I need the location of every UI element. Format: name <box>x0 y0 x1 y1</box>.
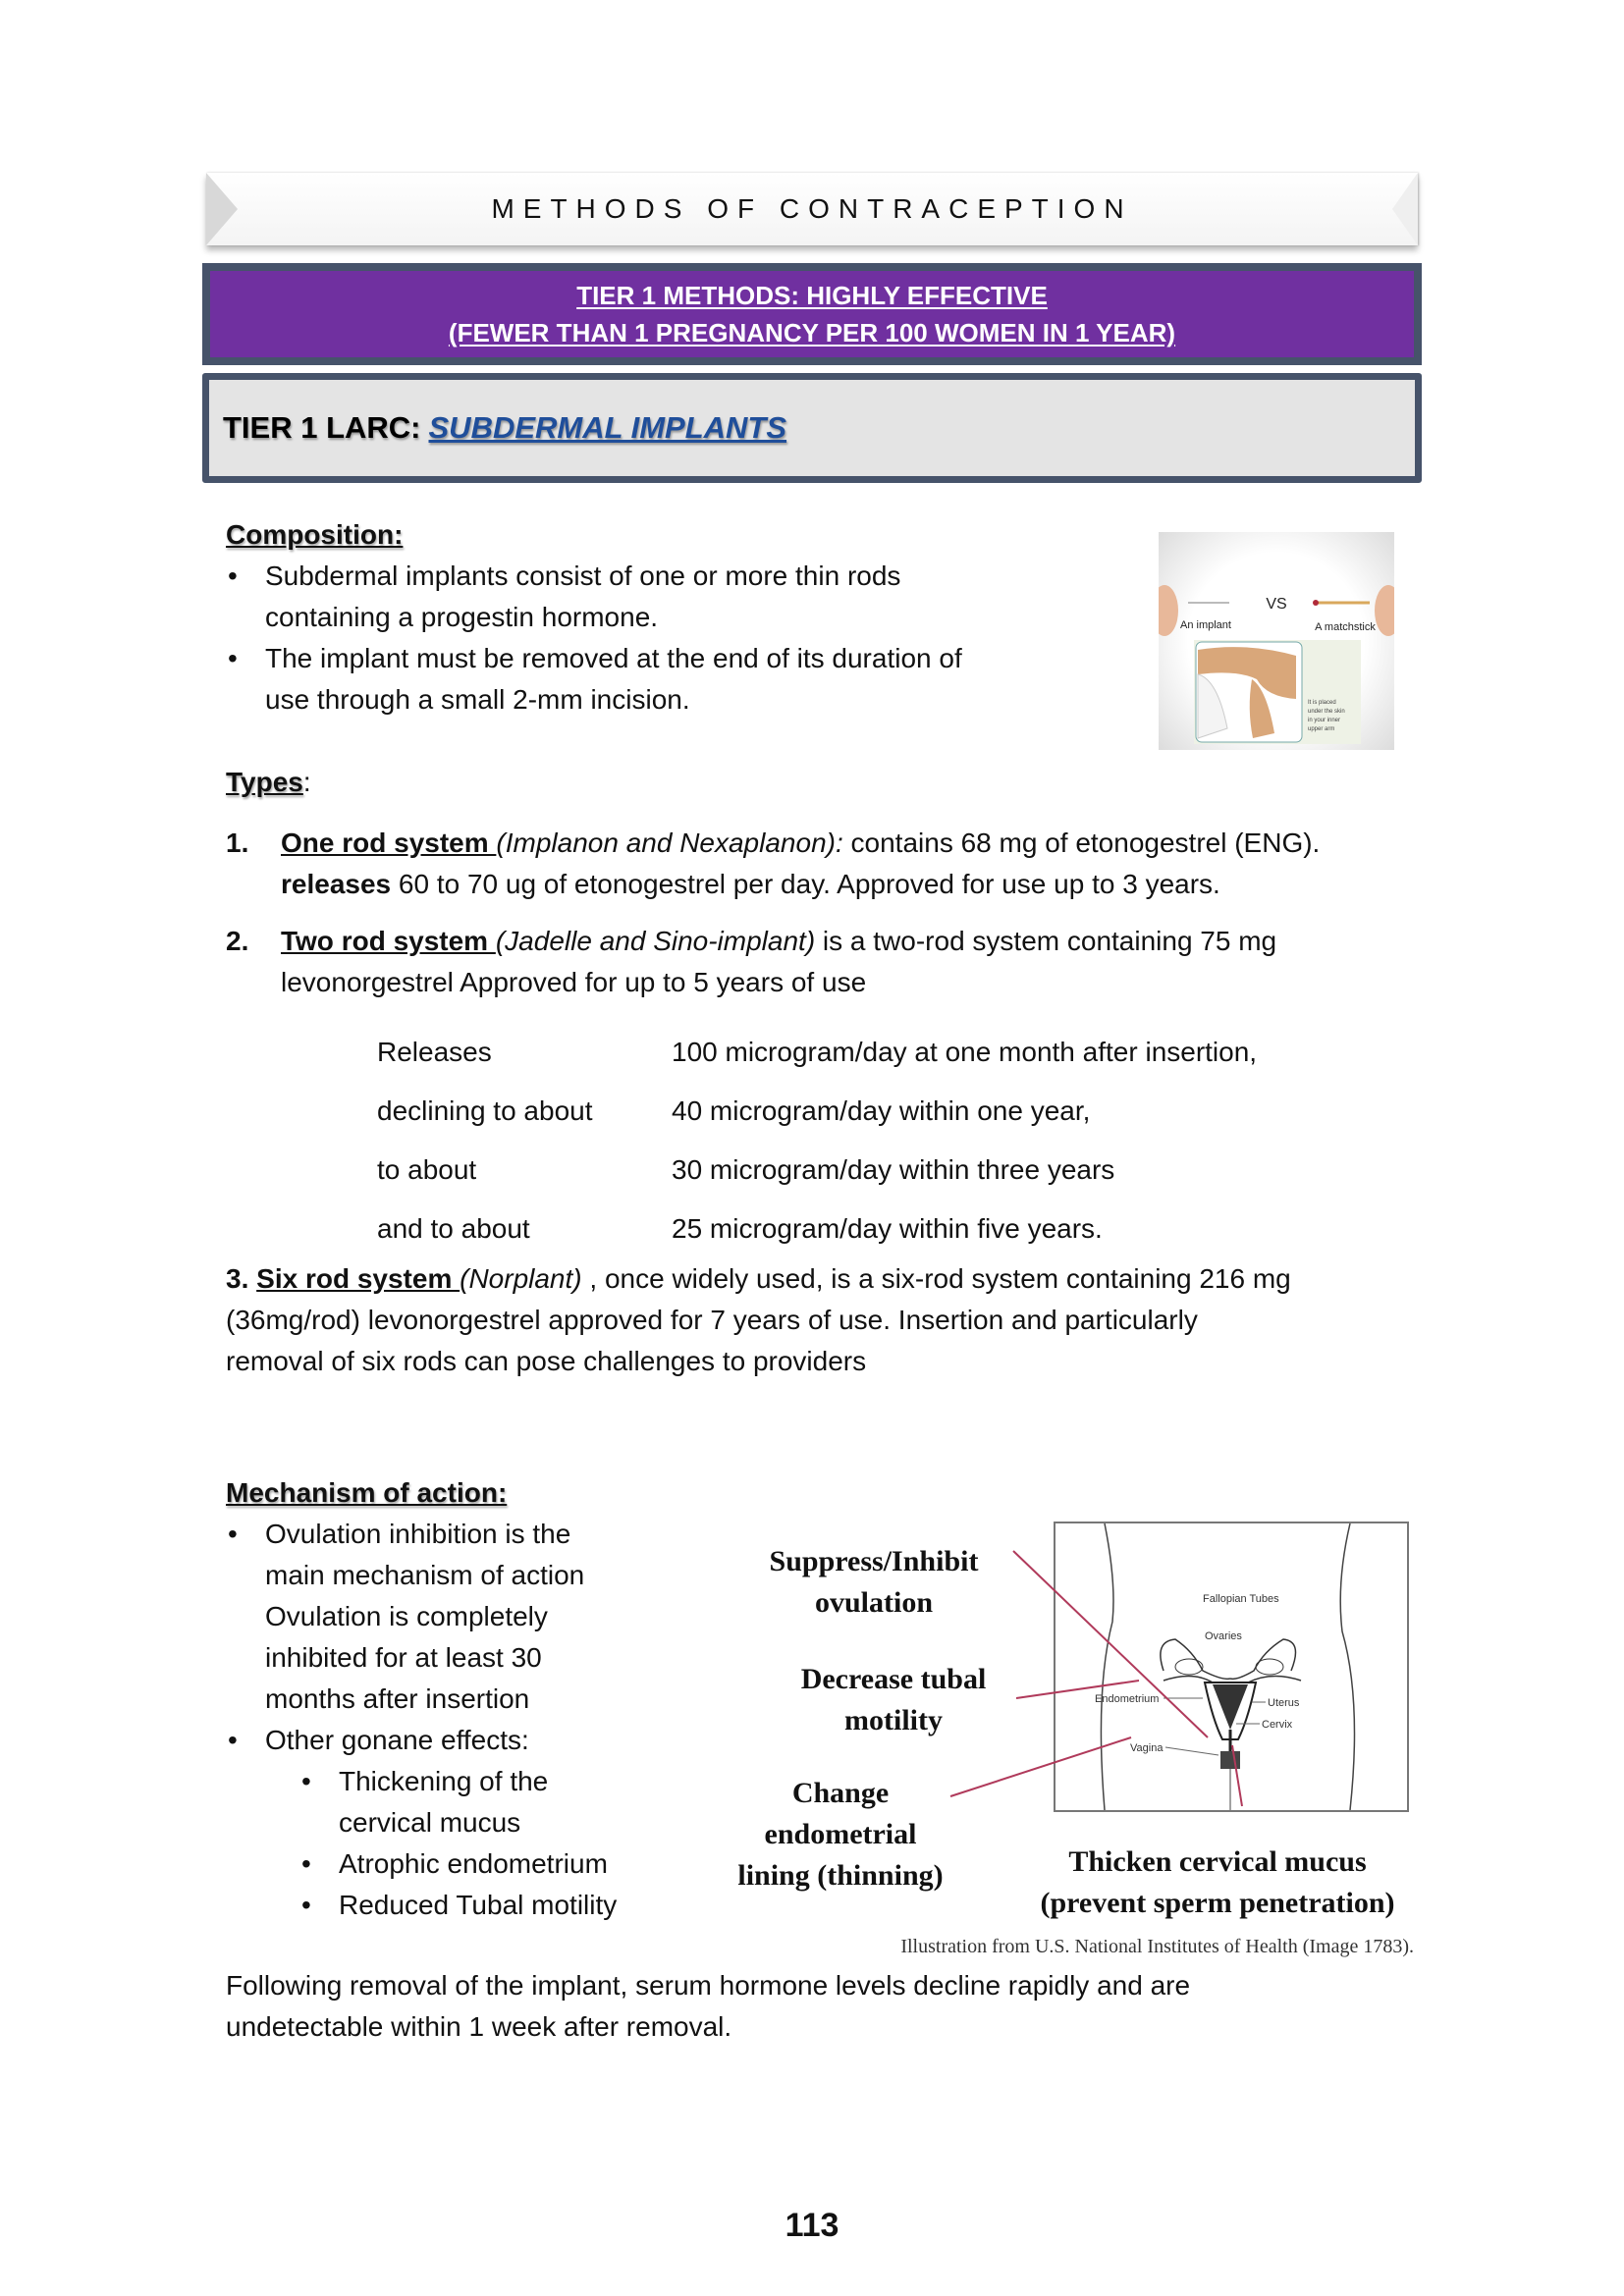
list-item <box>226 1514 677 1720</box>
bullet-text: inhibited for at least 30 <box>265 1642 542 1673</box>
tier-banner <box>202 263 1422 365</box>
subdermal-implants-link[interactable]: SUBDERMAL IMPLANTS <box>428 410 787 445</box>
svg-text:Fallopian Tubes: Fallopian Tubes <box>1203 1593 1279 1605</box>
bullet-text: Subdermal implants consist of one or more thin rods <box>265 561 901 591</box>
type-item-2 <box>226 921 1424 1003</box>
types-heading: Types <box>226 767 303 797</box>
mechanism-section <box>226 1472 677 1926</box>
composition-heading: Composition: <box>226 519 404 550</box>
mechanism-heading: Mechanism of action: <box>226 1477 508 1508</box>
composition-section <box>226 514 1070 721</box>
item-number: 2. <box>226 926 249 956</box>
type-name: Six rod system <box>256 1263 460 1294</box>
bullet-text: Ovulation inhibition is the <box>265 1519 571 1549</box>
type-name: Two rod system <box>281 926 496 956</box>
tier-banner-line1: TIER 1 METHODS: HIGHLY EFFECTIVE <box>576 281 1048 310</box>
svg-text:It is placed: It is placed <box>1308 700 1336 706</box>
item-number: 1. <box>226 828 249 858</box>
table-row <box>377 1023 1257 1082</box>
diagram-caption: Illustration from U.S. National Institutes of Health (Image 1783). <box>900 1936 1414 1957</box>
svg-text:Cervix: Cervix <box>1262 1719 1293 1731</box>
section-title-box <box>202 373 1422 483</box>
tier-banner-line2: (FEWER THAN 1 PREGNANCY PER 100 WOMEN IN 1 YEAR) <box>448 318 1176 347</box>
page-number: 113 <box>785 2207 839 2244</box>
release-value: 30 microgram/day within three years <box>672 1154 1115 1185</box>
type-item-3 <box>226 1258 1434 1382</box>
svg-text:Vagina: Vagina <box>1130 1742 1164 1754</box>
type-text: (36mg/rod) levonorgestrel approved for 7 years of use. Insertion and particularly <box>226 1305 1198 1335</box>
types-heading-colon: : <box>302 767 311 797</box>
label-suppress-ovulation: Suppress/Inhibit ovulation <box>769 1545 979 1619</box>
type-item-1 <box>226 823 1424 905</box>
type-text: removal of six rods can pose challenges to providers <box>226 1346 867 1376</box>
bullet-text: Other gonane effects: <box>265 1725 529 1755</box>
bullet-text: Reduced Tubal motility <box>339 1890 618 1920</box>
sub-list-item <box>226 1761 677 1843</box>
bullet-text: use through a small 2-mm incision. <box>265 684 690 715</box>
page-header-ribbon <box>206 173 1418 245</box>
release-value: 40 microgram/day within one year, <box>672 1095 1091 1126</box>
implant-illustration-icon <box>1159 532 1394 750</box>
bullet-text: containing a progestin hormone. <box>265 602 659 632</box>
list-item <box>226 638 1070 721</box>
release-value: 100 microgram/day at one month after insertion, <box>672 1037 1258 1067</box>
bullet-icon: • <box>301 1766 311 1796</box>
release-label: and to about <box>377 1213 530 1244</box>
sub-list-item <box>226 1843 677 1885</box>
svg-text:Uterus: Uterus <box>1268 1697 1300 1709</box>
bullet-icon: • <box>228 643 238 673</box>
type-text: , once widely used, is a six-rod system containing 216 mg <box>581 1263 1291 1294</box>
type-text: levonorgestrel Approved for up to 5 years of use <box>281 967 867 997</box>
svg-text:upper arm: upper arm <box>1308 726 1335 732</box>
bullet-icon: • <box>228 1519 238 1549</box>
label-decrease-tubal-motility: Decrease tubal motility <box>800 1663 987 1736</box>
svg-text:Ovaries: Ovaries <box>1205 1630 1242 1642</box>
type-name: One rod system <box>281 828 497 858</box>
svg-text:in your inner: in your inner <box>1308 718 1341 723</box>
item-number: 3. <box>226 1263 249 1294</box>
list-item <box>226 556 1070 638</box>
release-value: 25 microgram/day within five years. <box>672 1213 1103 1244</box>
table-row <box>377 1200 1257 1258</box>
bullet-icon: • <box>301 1848 311 1879</box>
bullet-icon: • <box>228 561 238 591</box>
bullet-text: Thickening of the <box>339 1766 549 1796</box>
label-thicken-cervical-mucus: Thicken cervical mucus (prevent sperm penetration) <box>1040 1845 1395 1919</box>
type-text: contains 68 mg of etonogestrel (ENG). <box>842 828 1321 858</box>
type-brands: (Implanon and Nexaplanon): <box>496 828 843 858</box>
page-header-title: METHODS OF CONTRACEPTION <box>491 193 1133 224</box>
removal-note <box>226 1965 1434 2048</box>
svg-text:VS: VS <box>1266 596 1287 613</box>
svg-text:Endometrium: Endometrium <box>1095 1693 1160 1705</box>
table-row <box>377 1082 1257 1141</box>
type-brands: (Norplant) <box>460 1263 582 1294</box>
release-label: to about <box>377 1154 477 1185</box>
type-text: is a two-rod system containing 75 mg <box>815 926 1277 956</box>
table-row <box>377 1141 1257 1200</box>
section-label: TIER 1 LARC: <box>223 410 421 445</box>
implant-vs-matchstick-image <box>1159 532 1394 750</box>
bullet-text: The implant must be removed at the end of its duration of <box>265 643 962 673</box>
type-brands: (Jadelle and Sino-implant) <box>495 926 816 956</box>
sub-list-item <box>226 1885 677 1926</box>
bullet-text: Atrophic endometrium <box>339 1848 608 1879</box>
bullet-icon: • <box>228 1725 238 1755</box>
removal-note-line: Following removal of the implant, serum hormone levels decline rapidly and are <box>226 1970 1191 2001</box>
list-item <box>226 1720 677 1761</box>
removal-note-line: undetectable within 1 week after removal. <box>226 2011 732 2042</box>
pointer-lines <box>727 1512 1434 1963</box>
release-label: Releases <box>377 1037 492 1067</box>
types-heading-row <box>226 762 311 803</box>
bullet-text: Ovulation is completely <box>265 1601 548 1631</box>
type-text-bold: releases <box>281 869 392 899</box>
bullet-icon: • <box>301 1890 311 1920</box>
release-label: declining to about <box>377 1095 593 1126</box>
bullet-text: months after insertion <box>265 1683 530 1714</box>
svg-text:under the skin: under the skin <box>1308 709 1345 715</box>
label-change-endometrial-lining: Change endometrial lining (thinning) <box>737 1777 944 1892</box>
bullet-text: cervical mucus <box>339 1807 521 1838</box>
svg-text:A matchstick: A matchstick <box>1315 621 1376 633</box>
svg-text:An implant: An implant <box>1180 619 1231 631</box>
bullet-text: main mechanism of action <box>265 1560 585 1590</box>
type-text: 60 to 70 ug of etonogestrel per day. Approved for use up to 3 years. <box>391 869 1220 899</box>
release-rate-table <box>377 1023 1257 1258</box>
